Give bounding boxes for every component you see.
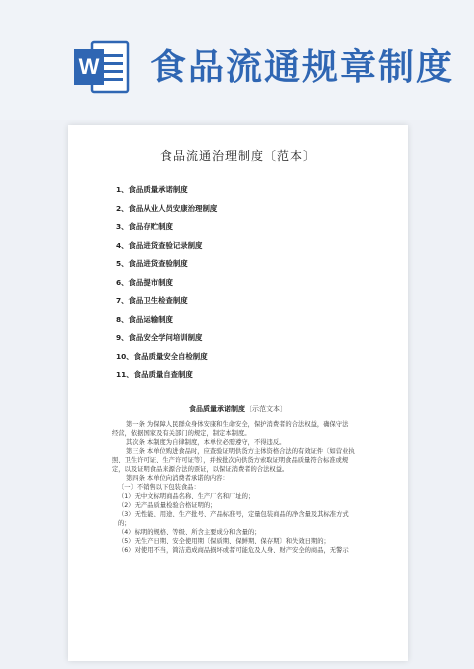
toc-item: 11、食品质量自查制度	[116, 370, 193, 379]
section-heading	[68, 404, 408, 414]
word-document-icon	[72, 40, 130, 94]
body-line: 〔一〕不销售以下包装食品：	[118, 484, 200, 491]
toc-item: 3、食品存贮制度	[116, 222, 173, 231]
toc-item: 4、食品进货查验记录制度	[116, 240, 203, 250]
toc-item: 10、食品质量安全自检制度	[116, 351, 208, 361]
toc-item: 1、食品质量承诺制度	[116, 185, 188, 194]
body-line: （6）对使用不当，简洁造成商品损坏或者可能危及人身、财产安全的商品，无警示	[118, 547, 349, 554]
section-body	[112, 420, 372, 555]
body-line: 经营，依据国家及有关部门的规定，制定本制度。	[112, 430, 251, 437]
body-line: （1）无中文标明商品名称、生产厂名和厂址的；	[118, 493, 255, 500]
body-line: 其次条 本制度为自律制度，本单位必需遵守，不得违反。	[126, 439, 286, 446]
toc-item: 9、食品安全学问培训制度	[116, 333, 203, 342]
table-of-contents	[116, 185, 217, 389]
body-line: 第一条 为保障人民群众身体安康和生命安全，保护消费者的合法权益，确保守法	[126, 421, 349, 428]
header-banner	[0, 0, 474, 120]
banner-title: 食品流通规章制度	[150, 47, 455, 88]
body-line: （5）无生产日期、安全使用期〔保质期、保鲜期、保存期〕和失效日期的；	[118, 538, 330, 545]
document-page	[68, 125, 408, 661]
body-line: 照、卫生许可证、生产许可证等〕，并按批次向供货方索取证明食品质量符合标准或规	[112, 457, 349, 464]
body-line: 定，以及证明食品来源合法的票证，以保证消费者的合法权益。	[112, 466, 289, 473]
toc-item: 6、食品提市制度	[116, 277, 173, 287]
section-title: 食品质量承诺制度	[189, 405, 245, 413]
toc-item: 7、食品卫生检查制度	[116, 296, 188, 305]
body-line: 第四条 本单位向消费者承诺的内容：	[126, 475, 229, 482]
toc-item: 8、食品运输制度	[116, 314, 173, 324]
body-line: 的；	[118, 520, 131, 527]
body-line: （4）标明的规格、等级、所含主要成分和含量的；	[118, 529, 261, 536]
body-line: （2）无产品质量检验合格证明的；	[118, 502, 217, 509]
toc-item: 2、食品从业人员安康治理制度	[116, 203, 218, 213]
svg-text:W: W	[78, 54, 100, 79]
document-title: 食品流通治理制度〔范本〕	[159, 149, 316, 163]
section-subtitle: 〔示范文本〕	[245, 405, 287, 413]
toc-item: 5、食品进货查验制度	[116, 259, 188, 268]
body-line: 第三条 本单位购进食品时，应查验证明供货方主体资格合法的有效证件〔如营业执	[126, 448, 355, 455]
body-line: （3）无性能、用途、生产批号、产品标准号，定量包装商品的净含量及其标准方式	[118, 511, 349, 518]
